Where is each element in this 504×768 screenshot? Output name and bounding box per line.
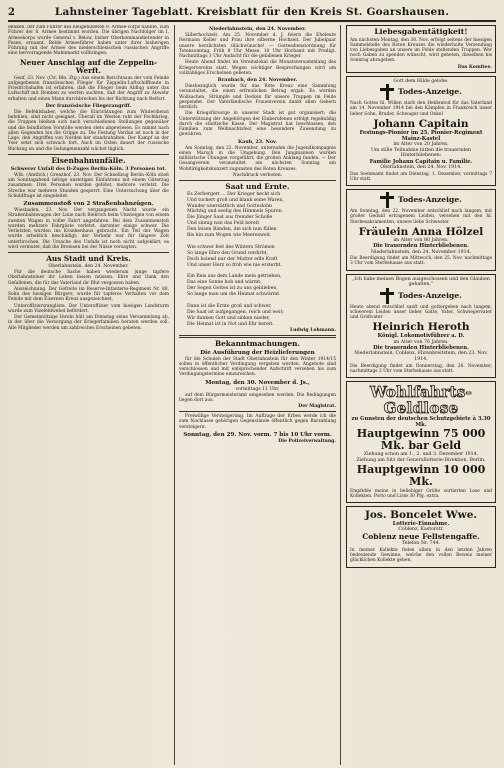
zeppelin-subheadline: Der französische Fliegerangriff. bbox=[45, 102, 132, 109]
lottery-place: Ziehung am Sitz der Generallotterie-Direktion, Berlin. bbox=[356, 458, 486, 463]
divider bbox=[179, 180, 336, 181]
niederlahnstein-dateline: Niederlahnstein, den 24. November. bbox=[209, 26, 306, 32]
ad-lottery bbox=[346, 381, 496, 503]
notice-subheadline: Die Ausführung der Heizlieferungen bbox=[200, 349, 315, 356]
cross-icon bbox=[380, 84, 394, 100]
obituary-service: Die Beerdigung findet am Donnerstag, den 26. November, nachmittags 3 Uhr vom Sterbehause aus statt. bbox=[350, 363, 492, 374]
local-news-item: Auszeichnung. Der Gefreite im Reserve-Infanterie-Regiment Nr. 80, Sohn des hiesigen Bürgers, wurde für tapferes Verhalten vor dem Feinde mit dem Eisernen Kreuz ausgezeichnet. bbox=[8, 286, 169, 303]
mourners-note: Um stille Teilnahme bitten die trauernden Hinterbliebenen: bbox=[370, 147, 472, 159]
deceased-name: Johann Capitain bbox=[373, 117, 469, 130]
poem-text: Es Zerbergert ... Der Krieger heckt sich Und tuckert groß und blank seine Waren, Wunder unersättlich und Gotteslohn Mächtig und seelig des Himmels Spuren. Die Jünger Saat aus fremder Scholle Und sinnig nun das Feld bereit Den leisen Bänden, die sich nun füllen Bis hin zum Wogen wie Meeresweit. Wie schwer fest des Winters Strömen So lange Ehre den Grund verdirbt, Doch holend nur der Mutter edle Kraft Und unser Herz so froh wie nie ersterbt. Ein Reis aus dem Lande mein getrieben, Das eine Sonne hob und wärmt; Der Segen Gottes ist zu uns geblieben, So lange man um die Heimat schwärmt. Dann ist die Ernte groß und schwer, Die Saat ist aufgegangen, reich und weit; Wir danken Gott und sinken nieder, Die Heimat ist in Not und Ehr bereit. bbox=[187, 191, 284, 327]
ad-text: Heute abend entschlief sanft und gottergeben nach langem, schwerem Leiden unser lieber Gatte, Vater, Schwiegervater und Großvater bbox=[350, 304, 492, 321]
cross-icon bbox=[380, 192, 394, 208]
column-left bbox=[8, 25, 169, 765]
mourners-note: Die trauernden Hinterbliebenen. bbox=[373, 345, 469, 352]
notice-date: Montag, den 30. November d. Js., bbox=[205, 379, 310, 386]
poem-author: Ludwig Lohmann. bbox=[289, 327, 336, 333]
deceased-age: im Alter von 80 Jahren. bbox=[393, 237, 449, 243]
ad-text: Am nächsten Montag, den 30. Nov. erfolgt seitens der hiesigen Sammelstelle des Roten Kreuzes die wiederholte Versendung von Liebesgaben an unsere im Felde stehenden Truppen. Wer noch Gaben zu spenden wünscht, wird gebeten, dieselben bis Sonntag abzugeben. bbox=[350, 37, 492, 64]
local-news-place: Oberlahnstein, den 24. November. bbox=[48, 264, 129, 269]
eisenbahn-subheadline: Schwerer Unfall des D-Zuges Berlin-Köln. 3 Personen tot. bbox=[10, 165, 167, 172]
kaub-dateline: Kaub, 23. Nov. bbox=[237, 138, 278, 145]
eisenbahn-article: Wtb. (Amtlich.) Grenzhof, 23. Nov. Der Schnellzug Berlin–Köln stieß am Sonntagabend infolge unzeitigen Einfahrens mit einem Güterzug zusammen. Drei Personen wurden getötet, mehrere verletzt. Die Strecke war mehrere Stunden gesperrt. Eine Untersuchung über die Schuldfrage ist eingeleitet. bbox=[8, 172, 169, 199]
lottery-text: Empfehle meine in beliebiger Größe sortierten Lose und Kollekten. Porto und Liste 30 Pfg. extra. bbox=[350, 488, 492, 499]
zeppelin-article: Genf, 23. Nov. (Ctr. Bln. Ztg.) Aus einem Berichtsaus der vom Feinde aufgegebenen französischen Flieger für Zeppelin-Luftschiffbaute in Friedrichshafen ist erfahren, daß die Flieger beim Abflug unter das Luftschiff mit Bomben zu werfen suchten, daß der Angriff zu Abwehr erhalten und einen Mann durchbrechen bis der Richtung nach Belfort. bbox=[8, 75, 169, 102]
local-news-item: Der Gemeinnützige Verein hält am Dienstag seine Versammlung ab, in der über die Versorgung der Kriegerfamilien beraten werden soll. Alle Mitglieder werden um zahlreiches Erscheinen gebeten. bbox=[8, 315, 169, 331]
ad-motto: „Ich habe meinen Bogen ausgeschossen und den Glauben gehalten.“ bbox=[352, 276, 490, 288]
notice-signature-2: Die Polizeiverwaltung. bbox=[278, 438, 336, 444]
kaub-article: Am Sonntag, den 22. November, unternahm die Jugendkompagnie einen Marsch in die Umgebung. Den Jungmannen wurden militärische Übungen vorgeführt, die großen Anklang fanden. — Der Gesangverein veranstaltet am nächsten Sonntag ein Wohltätigkeitskonzert zugunsten des Roten Kreuzes. bbox=[179, 145, 336, 172]
divider bbox=[8, 252, 169, 253]
obituary-service: Das Seelenamt findet am Dienstag, 1. Dezember, vormittags 7 Uhr statt. bbox=[350, 171, 492, 182]
advertiser-phone: Telefon Nr. 744. bbox=[401, 541, 441, 547]
notice-date-2: Sonntag, den 29. Nov. vorm. 7 bis 10 Uhr vorm. bbox=[183, 431, 332, 438]
mourners-note: Die trauernden Hinterbliebenen. bbox=[373, 243, 469, 250]
obituary-place: Niederlahnstein, den 24. November 1914. bbox=[370, 249, 472, 255]
zeppelin-headline: Neuer Anschlag auf die Zeppelin-Werft. bbox=[19, 57, 158, 75]
obituary-service: Die Beerdigung findet am Mittwoch, den 25. Nov. nachmittags 3 Uhr vom Sterbehause aus statt. bbox=[350, 256, 492, 267]
obituary-heading bbox=[350, 288, 492, 304]
ad-title: Liebesgabentätigkeit! bbox=[374, 27, 468, 36]
local-news-item: Unteroffiziersrangliste. Der Unteroffizier vom hiesigen Landsturm wurde zum Vizefeldwebel befördert. bbox=[8, 303, 169, 314]
ad-boncelet bbox=[346, 506, 496, 568]
ad-title: Todes-Anzeige. bbox=[398, 290, 462, 300]
reprint-note: Nachdruck verboten. bbox=[232, 172, 283, 178]
obituary-heading bbox=[350, 192, 492, 208]
obituary-place: Oberlahnstein, den 24. Nov. 1914. bbox=[380, 165, 462, 171]
notice-text-3: Freiwillige Versteigerung. Im Auftrage der Erben werde ich die zum Nachlasse gehörigen Gegenstände öffentlich gegen Barzahlung versteigern. bbox=[179, 414, 336, 430]
lottery-second-prize: Hauptgewinn 10 000 Mk. bbox=[356, 462, 486, 488]
divider bbox=[179, 411, 336, 412]
advertiser-text: In meiner Kollekte fielen allein in den letzten Jahren bedeutende Gewinne, welche den vollen Beweis meiner glücklichen Kollekte geben. bbox=[350, 547, 492, 564]
poem-title: Saat und Ernte. bbox=[225, 181, 290, 191]
braubach-article-2: Die Kriegsfürsorge in unserer Stadt ist gut organisiert; die Unterstützung der Angehörigen der Einberufenen erfolgt regelmäßig durch die städtische Kasse. Der Magistrat hat beschlossen, den Familien zum Weihnachtsfest eine besondere Zuwendung zu gewähren. bbox=[179, 111, 336, 138]
local-news-headline: Aus Stadt und Kreis. bbox=[46, 254, 131, 263]
braubach-dateline: Braubach, den 24. November. bbox=[217, 77, 298, 83]
masthead bbox=[8, 6, 496, 22]
deceased-rank: Königl. Lokomotivführer a. D. bbox=[377, 333, 465, 340]
strassenbahn-headline: Zusammenstoß von 2 Straßenbahnzügen. bbox=[23, 201, 154, 207]
ad-motto: Gott dem Hilde gelobe. bbox=[393, 78, 449, 84]
column-middle bbox=[174, 25, 341, 765]
lottery-subtitle: zu Gunsten der deutschen Schutzgebiete à 3.30 Mk. bbox=[351, 416, 491, 429]
deceased-age: im Alter von 20 Jahren. bbox=[393, 142, 449, 148]
ad-obituary-hoelzel bbox=[346, 189, 496, 270]
notice-text-2: auf dem Bürgermeisteramt eingesehen werden. Die Bedingungen liegen dort aus. bbox=[179, 392, 336, 403]
local-news-item: Für die deutsche Sache haben wiederum junge tapfere Oberlahnsteiner ihr Leben lassen müssen. Ehre und Dank den Gefallenen, die für das Vaterland ihr Blut vergossen haben. bbox=[8, 270, 169, 286]
deceased-name: Heinrich Heroth bbox=[372, 321, 470, 334]
ad-liebesgaben bbox=[346, 25, 496, 73]
niederlahnstein-article-2: Heute Abend findet im Vereinslokal die Monatsversammlung des Kriegervereins statt. Wegen wichtiger Besprechungen wird um vollzähliges Erscheinen gebeten. bbox=[179, 60, 336, 76]
column-right bbox=[346, 25, 496, 765]
mourners-family: Familie Johann Capitain u. Familie. bbox=[369, 159, 473, 165]
obituary-heading bbox=[350, 84, 492, 100]
lottery-draw-date: Ziehung schon am 1., 2. und 3. Dezember 1914. bbox=[363, 452, 479, 458]
ad-text: Nach Gottes hl. Willen starb den Heldentod für das Vaterland am 14. November 1914 bei den Kämpfen in Frankreich unser lieber Sohn, Bruder, Schwager und Onkel bbox=[350, 101, 492, 117]
eisenbahn-headline: Eisenbahnunfälle. bbox=[51, 155, 126, 165]
notice-signature: Der Magistrat. bbox=[298, 404, 336, 410]
divider bbox=[179, 335, 336, 338]
notices-headline: Bekanntmachungen. bbox=[215, 338, 300, 348]
niederlahnstein-article: Silberhochzeit. Am 25. November d. J. feiern die Eheleute Hermann Keller und Frau ihre silberne Hochzeit. Der Jubelpaar unsere herzlichsten Glückwünsche! — Gottesdienstordnung für Totensonntag. Früh 8 Uhr Messe, 10 Uhr Hochamt mit Predigt. Nachmittags 3 Uhr Andacht für die gefallenen Krieger. bbox=[179, 33, 336, 59]
cross-icon bbox=[380, 288, 394, 304]
advertiser-name: Jos. Boncelet Wwe. bbox=[364, 509, 478, 521]
strassenbahn-article: Wiesbaden, 23. Nov. Der vergangenen Nacht wurde ein Straßenbahnwagen der Linie nach Biebrich beim Umsteigen von einem zweiten Wagen in voller Fahrt angefahren. Bei dem Zusammenstoß wurden mehrere Fahrgäste verletzt, darunter einige schwer. Die Verletzten wurden ins Krankenhaus gebracht. Ein Teil der Wagen wurde erheblich beschädigt; der Verkehr war für längere Zeit unterbrochen. Die Ursache des Unfalls ist noch nicht aufgeklärt; es wird vermutet, daß die Bremsen bei der Nässe versagten. bbox=[8, 208, 169, 250]
page-number: 2 bbox=[8, 6, 15, 18]
notice-text: für die Schulen der Stadt Oberlahnstein für den Winter 1914/15 sollen in öffentlicher Verdingung vergeben werden. Angebote sind verschlossen und mit entsprechender Aufschrift versehen bis zum Verdingungstermine einzureichen. bbox=[179, 356, 336, 378]
ad-title: Todes-Anzeige. bbox=[398, 86, 462, 96]
advertiser-tag: Lotterie-Einnahme. bbox=[392, 521, 450, 527]
ad-text: Am Sonntag, den 22. November entschlief nach langem, mit großer Geduld ertragenem Leiden, versehen mit den hl. Sterbesakramenten, unsere liebe Schwester bbox=[350, 209, 492, 225]
notice-time: vormittags 11 Uhr, bbox=[235, 386, 280, 392]
braubach-article: Diesbezüglich wurde für das Rote Kreuz eine Sammlung veranstaltet, die einen erfreulichen Betrag ergab. Es wurden Wollsachen, Strümpfe und Decken für unsere Truppen im Felde gespendet. Der Vaterländische Frauenverein dankt allen Gebern herzlich. bbox=[179, 84, 336, 110]
deceased-rank: Festungs-Pionier im 25. Pionier-Regiment Mainz-Kastel bbox=[359, 129, 483, 143]
obituary-place: Niederlahnstein, Coblenz, Ehrenbreitstein, den 23. Nov. 1914. bbox=[354, 351, 488, 362]
deceased-age: im Alter von 76 Jahren. bbox=[393, 339, 449, 345]
lottery-title: Wohlfahrts-Geldlose bbox=[369, 383, 473, 417]
advertiser-address: Coblenz, Kastorstr. bbox=[398, 527, 444, 533]
divider bbox=[8, 154, 169, 155]
article-intro: denken, der zum Führer des neugebildeten 9. Armee-corps nannte, zum Führer der 8. Armee bestimmt worden. Die übrigen Nachfolger im I. Armeekorps wurde General v. Below, bisher Oberkommandierender in Posen, ernannt. Belde Armeeführer haben unter ihrer bisherigen Führung mit der Armee des niederschlesischen russischen Angriffe eine hervorragende Mahnmarkt vollbringen. bbox=[8, 25, 169, 57]
lottery-main-prize: Hauptgewinn 75 000 Mk. bar Geld bbox=[356, 427, 486, 453]
zeppelin-article-2: Die Befehlshaber, welche die Einrichtungen zum Winterdienst befehlen, sind nicht geeignet. Überall im Westen ruht der Fechtkrieg, die Truppen bleiben sich nach verschiedenen Stellungen gegenüber und die feindlichen Vorstöße werden stets abgewiesen. Es nimmt nach allen Gegenden hin die Grippe zu. Die Festung Verdun ist noch in der Lage, den Angriffen von Norden her standzuhalten. Der Kampf an der Yser setzt sich schwach fort. Auch im Osten dauert der russische Rückzug an und die Gefangenenzahl wächst täglich. bbox=[8, 109, 169, 152]
newspaper-title: Lahnsteiner Tageblatt. Kreisblatt für den Kreis St. Goarshausen. bbox=[54, 6, 450, 18]
deceased-name: Fräulein Anna Hölzel bbox=[358, 225, 484, 238]
ad-title: Todes-Anzeige. bbox=[398, 194, 462, 204]
ad-obituary-capitain bbox=[346, 76, 496, 187]
advertiser-address-2: Coblenz neue Fellstengaffe. bbox=[362, 531, 480, 541]
ad-obituary-heroth bbox=[346, 274, 496, 378]
ad-signature: Das Komitee. bbox=[457, 64, 492, 70]
